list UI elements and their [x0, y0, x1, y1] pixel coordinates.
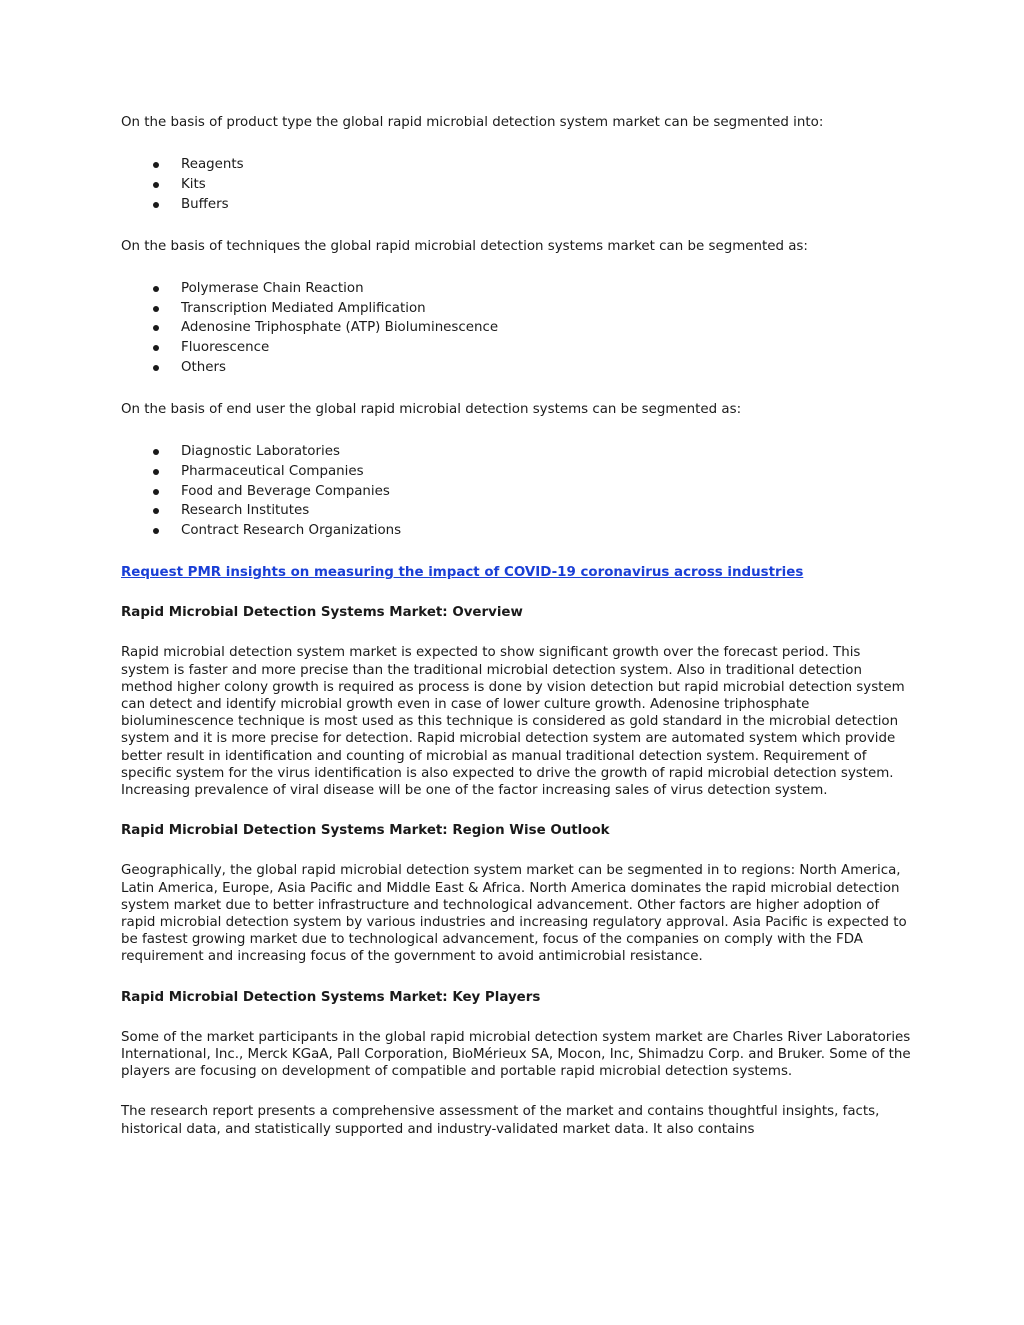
list-item: Fluorescence — [121, 338, 911, 358]
list-item: Diagnostic Laboratories — [121, 442, 911, 462]
techniques-list — [121, 279, 911, 378]
list-item: Transcription Mediated Amplification — [121, 299, 911, 319]
bullet-icon — [153, 489, 159, 495]
bullet-icon — [153, 182, 159, 188]
list-item: Buffers — [121, 195, 911, 215]
document-page — [121, 114, 911, 1161]
bullet-icon — [153, 528, 159, 534]
bullet-icon — [153, 508, 159, 514]
list-item: Polymerase Chain Reaction — [121, 279, 911, 299]
list-item: Research Institutes — [121, 501, 911, 521]
overview-heading: Rapid Microbial Detection Systems Market: Overview — [121, 605, 523, 621]
bullet-icon — [153, 365, 159, 371]
list-item: Food and Beverage Companies — [121, 482, 911, 502]
list-item: Adenosine Triphosphate (ATP) Bioluminescence — [121, 318, 911, 338]
bullet-icon — [153, 162, 159, 168]
list-item: Others — [121, 358, 911, 378]
product-type-list — [121, 155, 911, 214]
key-players-paragraph: Some of the market participants in the global rapid microbial detection system market are Charles River Laboratories International, Inc., Merck KGaA, Pall Corporation, BioMérieux SA, Mocon, Inc, Shimadzu Corp. and Bruker. Some of the players are focusing on development of compatible and portable rapid microbial detection systems. — [121, 1029, 911, 1080]
end-user-list — [121, 442, 911, 541]
bullet-icon — [153, 306, 159, 312]
techniques-intro: On the basis of techniques the global rapid microbial detection systems market can be segmented as: — [121, 238, 808, 254]
list-item: Contract Research Organizations — [121, 521, 911, 541]
covid-insights-link[interactable]: Request PMR insights on measuring the impact of COVID-19 coronavirus across industries — [121, 564, 804, 580]
bullet-icon — [153, 449, 159, 455]
bullet-icon — [153, 286, 159, 292]
bullet-icon — [153, 345, 159, 351]
product-type-intro: On the basis of product type the global rapid microbial detection system market can be segmented into: — [121, 115, 824, 130]
region-heading: Rapid Microbial Detection Systems Market: Region Wise Outlook — [121, 823, 610, 839]
bullet-icon — [153, 202, 159, 208]
bullet-icon — [153, 325, 159, 331]
region-paragraph: Geographically, the global rapid microbial detection system market can be segmented in to regions: North America, Latin America, Europe, Asia Pacific and Middle East & Africa. North America dominates the rapid microbial detection system market due to better infrastructure and technological advancement. Other factors are higher adoption of rapid microbial detection system by various industries and increasing regulatory approval. Asia Pacific is expected to be fastest growing market due to technological advancement, focus of the companies on comply with the FDA requirement and increasing focus of the government to avoid antimicrobial resistance. — [121, 863, 907, 965]
list-item: Pharmaceutical Companies — [121, 462, 911, 482]
bullet-icon — [153, 469, 159, 475]
key-players-heading: Rapid Microbial Detection Systems Market: Key Players — [121, 989, 541, 1005]
overview-paragraph: Rapid microbial detection system market is expected to show significant growth over the forecast period. This system is faster and more precise than the traditional microbial detection system. Also in traditional detection method higher colony growth is required as process is done by vision detection but rapid microbial detection system can detect and identify microbial growth even in case of lower culture growth. Adenosine triphosphate bioluminescence technique is most used as this technique is considered as gold standard in the microbial detection system and it is more precise for detection. Rapid microbial detection system are automated system which provide better result in identification and counting of microbial as manual traditional detection system. Requirement of specific system for the virus identification is also expected to drive the growth of rapid microbial detection system. Increasing prevalence of viral disease will be one of the factor increasing sales of virus detection system. — [121, 645, 905, 798]
list-item: Kits — [121, 175, 911, 195]
list-item: Reagents — [121, 155, 911, 175]
report-paragraph: The research report presents a comprehensive assessment of the market and contains thoughtful insights, facts, historical data, and statistically supported and industry-validated market data. It also contains — [121, 1104, 880, 1137]
end-user-intro: On the basis of end user the global rapid microbial detection systems can be segmented as: — [121, 401, 742, 417]
